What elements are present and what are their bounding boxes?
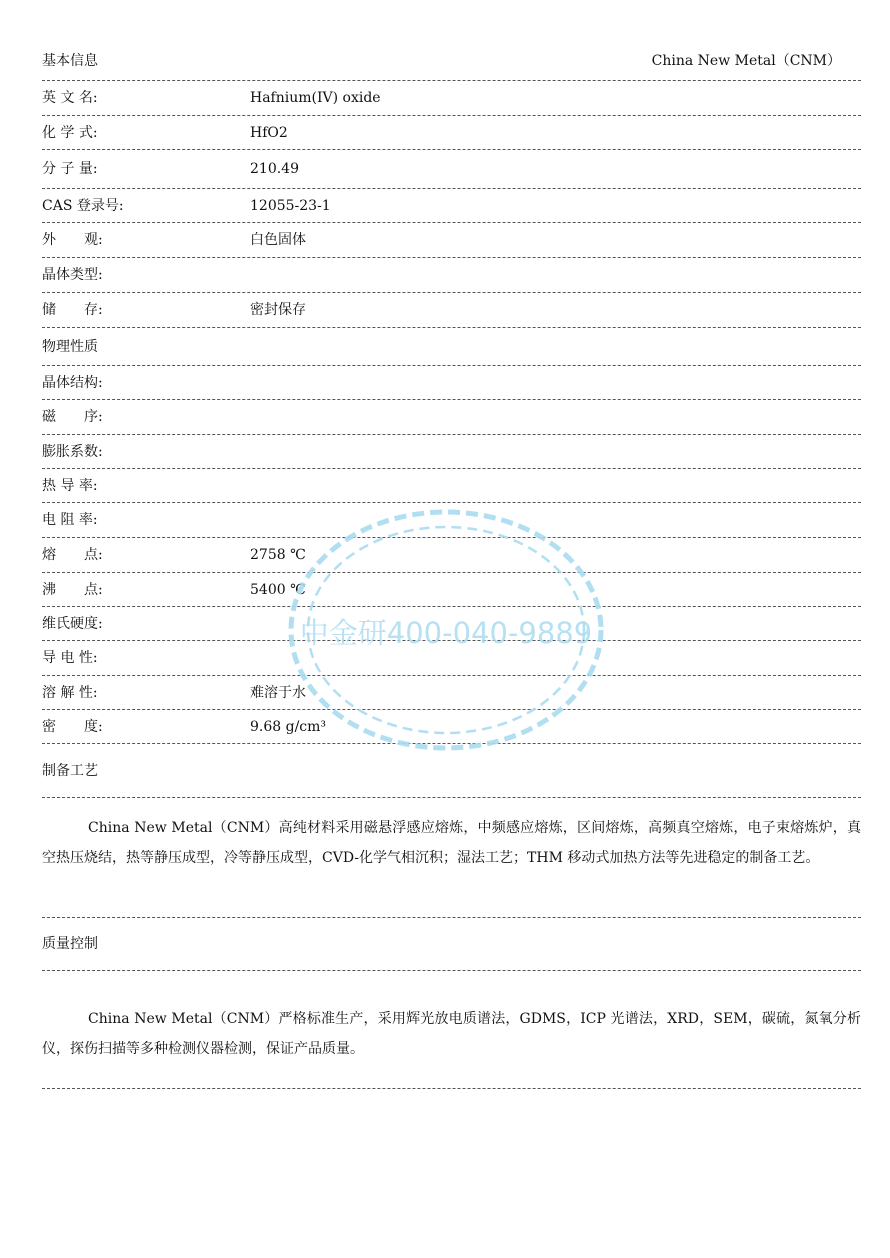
row-value: HfO2: [250, 124, 288, 141]
row-label: 维氏硬度:: [42, 615, 103, 632]
row-label: 熔 点:: [42, 547, 103, 563]
quality-divider: [42, 1055, 861, 1089]
section-title-physical: 物理性质: [42, 338, 98, 355]
info-row-molecular-weight: [42, 150, 861, 189]
row-label: 晶体结构:: [42, 374, 103, 391]
info-row-magnetic-order: [42, 400, 861, 435]
info-row-storage: [42, 293, 861, 328]
quality-paragraph: China New Metal（CNM）严格标准生产，采用辉光放电质谱法，GDMS，ICP 光谱法，XRD，SEM，碳硫，氮氧分析仪，探伤扫描等多种检测仪器检测，保证产品质量。: [42, 1011, 861, 1057]
info-row-boiling-point: [42, 573, 861, 607]
row-value: 9.68 g/cm³: [250, 718, 327, 735]
info-row-melting-point: [42, 538, 861, 573]
row-label: 分 子 量:: [42, 161, 98, 177]
info-row-vickers-hardness: [42, 607, 861, 641]
section-title-preparation: 制备工艺: [42, 762, 98, 779]
watermark-text: 中金研400-040-9889: [299, 616, 593, 650]
header-row: [42, 42, 861, 81]
info-row-english-name: [42, 81, 861, 116]
row-value: Hafnium(IV) oxide: [250, 90, 381, 106]
info-row-conductivity: [42, 641, 861, 676]
row-label: 溶 解 性:: [42, 684, 98, 701]
row-label: 英 文 名:: [42, 90, 98, 106]
row-label: 电 阻 率:: [42, 512, 98, 528]
row-value: 12055-23-1: [250, 197, 331, 214]
preparation-divider: [42, 884, 861, 918]
row-label: 储 存:: [42, 302, 103, 318]
info-row-thermal-conductivity: [42, 469, 861, 503]
section-header-physical: [42, 328, 861, 366]
row-label: 沸 点:: [42, 581, 103, 598]
row-label: 外 观:: [42, 232, 103, 248]
info-row-resistivity: [42, 503, 861, 538]
row-label: CAS 登录号:: [42, 197, 124, 214]
section-header-quality: [42, 918, 861, 971]
row-label: 化 学 式:: [42, 124, 98, 141]
section-header-preparation: [42, 744, 861, 798]
section-title-basic: 基本信息: [42, 53, 98, 69]
row-value: 难溶于水: [250, 684, 306, 701]
info-row-cas: [42, 189, 861, 223]
company-name: China New Metal（CNM）: [651, 53, 841, 69]
row-label: 磁 序:: [42, 409, 103, 425]
info-row-density: [42, 710, 861, 744]
info-row-crystal-structure: [42, 366, 861, 400]
row-value: 5400 ℃: [250, 581, 306, 598]
row-label: 晶体类型:: [42, 267, 103, 283]
info-row-crystal-type: [42, 258, 861, 293]
row-label: 膨胀系数:: [42, 443, 103, 460]
info-row-solubility: [42, 676, 861, 710]
preparation-paragraph: China New Metal（CNM）高纯材料采用磁悬浮感应熔炼，中频感应熔炼，区间熔炼，高频真空熔炼，电子束熔炼炉，真空热压烧结，热等静压成型，冷等静压成型，CVD-化学气相沉积；湿法工艺；THM 移动式加热方法等先进稳定的制备工艺。: [42, 820, 861, 866]
section-title-quality: 质量控制: [42, 936, 98, 952]
row-value: 白色固体: [250, 232, 306, 248]
info-row-appearance: [42, 223, 861, 258]
row-value: 210.49: [250, 161, 299, 177]
row-value: 密封保存: [250, 302, 306, 318]
row-label: 导 电 性:: [42, 650, 98, 666]
info-row-expansion: [42, 435, 861, 469]
info-row-formula: [42, 116, 861, 150]
row-label: 密 度:: [42, 718, 103, 735]
row-value: 2758 ℃: [250, 547, 306, 563]
row-label: 热 导 率:: [42, 477, 98, 494]
